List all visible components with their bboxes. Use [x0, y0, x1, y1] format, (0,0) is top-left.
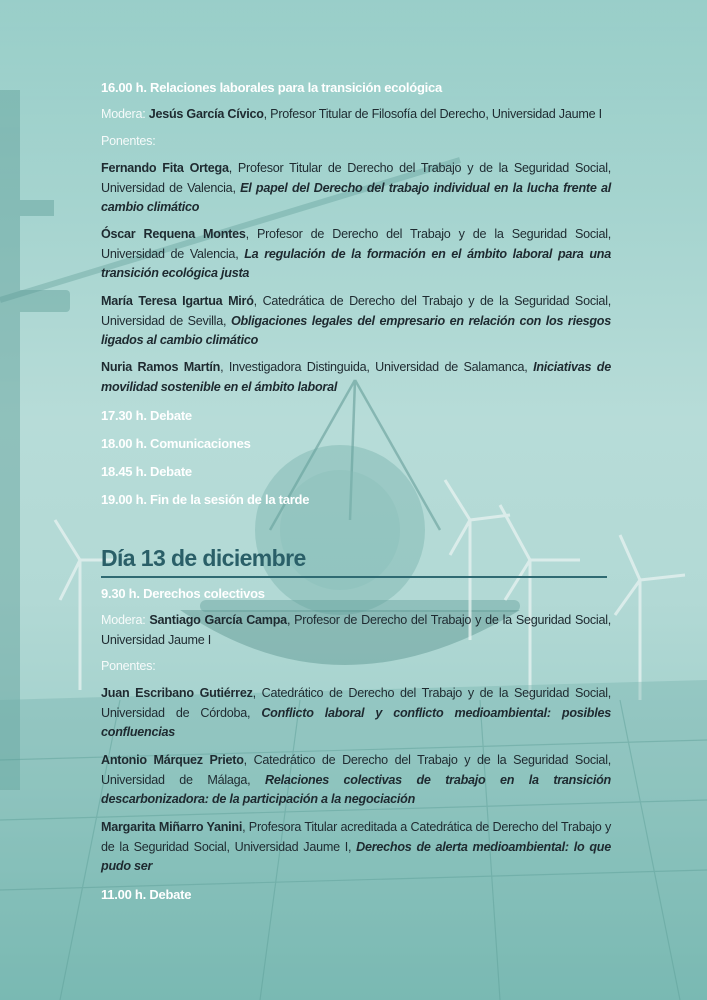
schedule-item: 11.00 h. Debate [101, 887, 192, 902]
speaker-entry [101, 159, 611, 218]
speaker-entry [101, 292, 611, 351]
speaker-entry [101, 225, 611, 284]
moderator-affiliation: , Profesor Titular de Filosofía del Derecho, Universidad Jaume I [263, 107, 602, 121]
talk-title: Iniciativas de movilidad sostenible en el ámbito laboral [101, 360, 611, 394]
schedule-item: 17.30 h. Debate [101, 408, 192, 423]
day-heading: Día 13 de diciembre [101, 544, 607, 578]
speaker-affiliation: , Catedrático de Derecho del Trabajo y de la Seguridad Social, Universidad de Córdoba, [101, 686, 611, 720]
speaker-name: Juan Escribano Gutiérrez [101, 686, 253, 700]
talk-title: La regulación de la formación en el ámbito laboral para una transición ecológica justa [101, 246, 611, 281]
speaker-affiliation: , Catedrático de Derecho del Trabajo y de la Seguridad Social, Universidad de Málaga, [101, 753, 611, 787]
ponentes-label: Ponentes: [101, 134, 156, 148]
moderator-line [101, 611, 611, 650]
speaker-affiliation: , Profesora Titular acreditada a Catedrática de Derecho del Trabajo y de la Seguridad Social, Universidad Jaume I, [101, 820, 612, 854]
session-heading: 9.30 h. Derechos colectivos [101, 586, 265, 601]
speaker-name: Óscar Requena Montes [101, 227, 246, 241]
speaker-entry [101, 818, 611, 877]
speaker-affiliation: , Investigadora Distinguida, Universidad de Salamanca, [220, 360, 534, 374]
moderator-name: Santiago García Campa [149, 613, 287, 627]
schedule-item: 19.00 h. Fin de la sesión de la tarde [101, 492, 310, 507]
schedule-item: 18.45 h. Debate [101, 464, 192, 479]
speaker-name: María Teresa Igartua Miró [101, 294, 254, 308]
speaker-name: Fernando Fita Ortega [101, 161, 229, 175]
speaker-name: Margarita Miñarro Yanini [101, 820, 243, 834]
talk-title: El papel del Derecho del trabajo individual en la lucha frente al cambio climático [101, 180, 611, 215]
talk-title: Conflicto laboral y conflicto medioambiental: posibles confluencias [101, 705, 611, 740]
speaker-affiliation: , Profesor de Derecho del Trabajo y de la Seguridad Social, Universidad de Valencia, [101, 227, 611, 261]
speaker-entry [101, 358, 611, 397]
speaker-affiliation: , Profesor Titular de Derecho del Trabajo y de la Seguridad Social, Universidad de Valencia, [101, 161, 611, 195]
session-heading: 16.00 h. Relaciones laborales para la transición ecológica [101, 80, 442, 95]
speaker-entry [101, 751, 611, 810]
speaker-entry [101, 684, 611, 743]
talk-title: Obligaciones legales del empresario en relación con los riesgos ligados al cambio climático [101, 313, 611, 348]
speaker-name: Antonio Márquez Prieto [101, 753, 244, 767]
speaker-name: Nuria Ramos Martín [101, 360, 221, 374]
moderator-line [101, 105, 611, 125]
modera-label: Modera: [101, 107, 146, 121]
talk-title: Relaciones colectivas de trabajo en la transición descarbonizadora: de la participación a la negociación [101, 772, 611, 807]
schedule-item: 18.00 h. Comunicaciones [101, 436, 251, 451]
moderator-name: Jesús García Cívico [148, 107, 264, 121]
ponentes-label: Ponentes: [101, 659, 156, 673]
speaker-affiliation: , Catedrática de Derecho del Trabajo y de la Seguridad Social, Universidad de Sevilla, [101, 294, 611, 328]
moderator-affiliation: , Profesor de Derecho del Trabajo y de la Seguridad Social, Universidad Jaume I [101, 613, 611, 647]
modera-label: Modera: [101, 613, 146, 627]
talk-title: Derechos de alerta medioambiental: lo que pudo ser [101, 839, 611, 874]
